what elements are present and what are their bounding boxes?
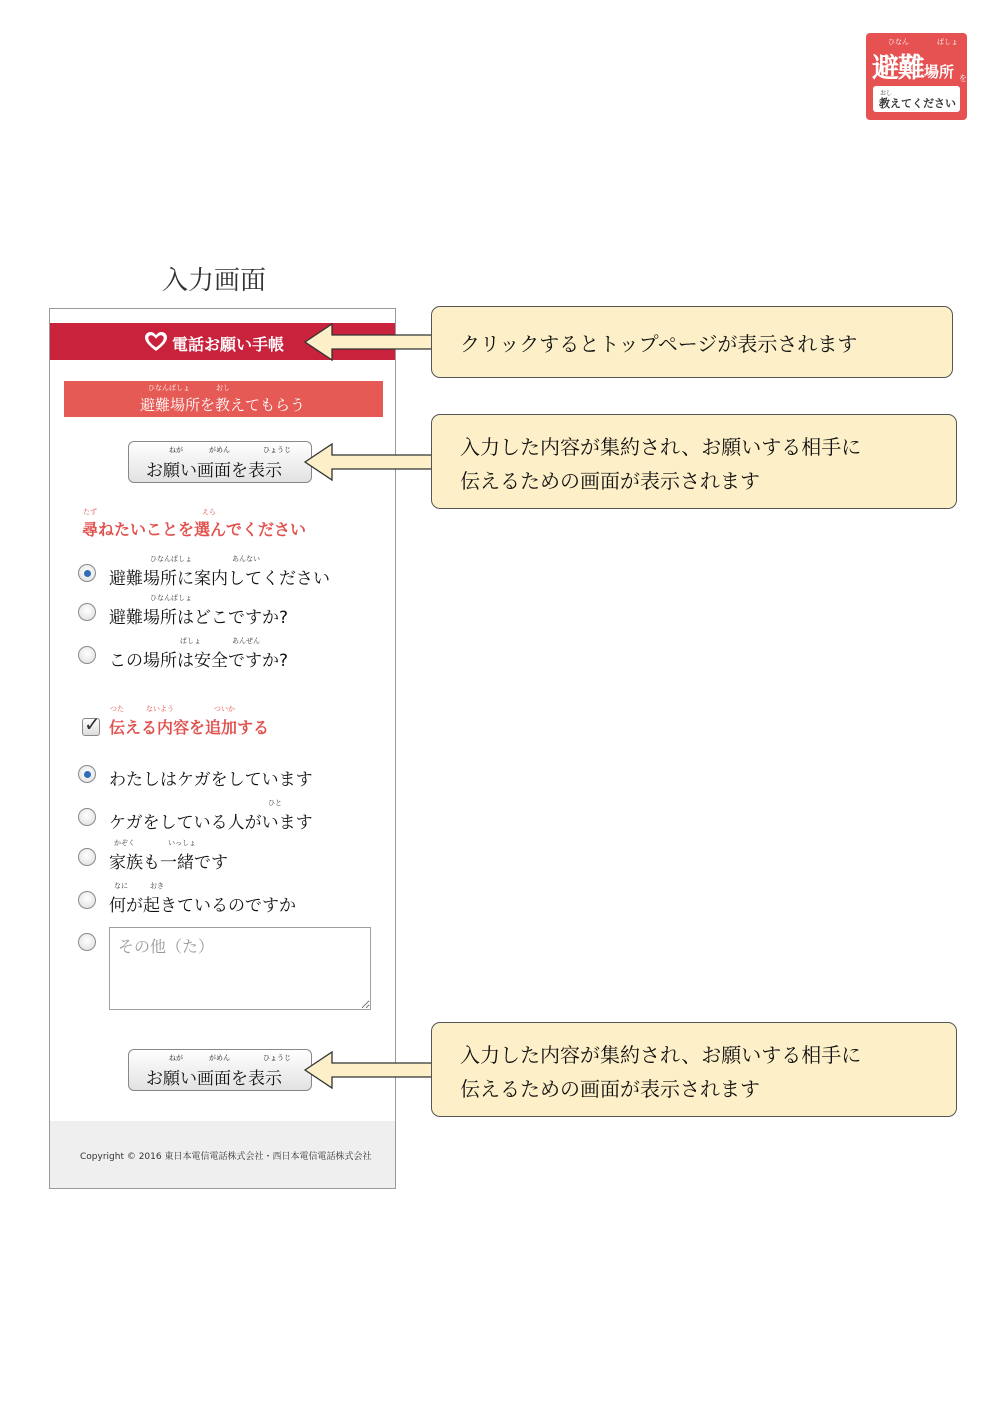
option-label: 避難場所はどこですか? <box>109 608 289 628</box>
show-request-button-label: お願い画面を表示 <box>146 1069 282 1089</box>
heading-ruby-era: えら <box>202 508 216 516</box>
heading-ruby-tazu: たず <box>83 508 97 516</box>
callout-text: 入力した内容が集約され、お願いする相手に <box>460 1043 862 1067</box>
option-ruby: おき <box>150 882 164 890</box>
option-ruby: かぞく <box>114 839 135 847</box>
callout-button-bottom <box>431 1022 957 1117</box>
btn-ruby-hyouji: ひょうじ <box>263 446 291 454</box>
arrow-button-top <box>305 444 432 480</box>
btn-ruby-nega: ねが <box>169 1054 183 1062</box>
option-ruby: あんない <box>232 555 260 563</box>
badge-particle: を <box>959 74 967 83</box>
checkmark-icon: ✓ <box>84 712 101 736</box>
option-label: 避難場所に案内してください <box>109 569 330 589</box>
option-ruby: いっしょ <box>168 839 196 847</box>
option-ruby: なに <box>114 882 128 890</box>
option-ruby: ひと <box>268 799 282 807</box>
option-label: この場所は安全ですか? <box>109 651 289 671</box>
callout-text: 入力した内容が集約され、お願いする相手に <box>460 435 862 459</box>
badge-sub-ruby: おし <box>880 90 893 97</box>
subtitle-ruby-oshi: おし <box>216 384 230 392</box>
option-ruby: ひなんばしょ <box>150 555 192 563</box>
app-header-title[interactable]: 電話お願い手帳 <box>172 335 285 354</box>
callout-text: クリックするとトップページが表示されます <box>460 332 858 356</box>
subtitle-text: 避難場所を教えてもらう <box>140 396 306 414</box>
badge-ruby-basho: ばしょ <box>937 38 958 46</box>
option-ruby: ひなんばしょ <box>150 594 192 602</box>
badge-sub-label: 教えてください <box>879 97 956 110</box>
arrow-button-bottom <box>305 1052 432 1088</box>
badge-title-main: 避難 <box>872 53 924 84</box>
add-content-heading: 伝える内容を追加する <box>109 718 270 737</box>
btn-ruby-gamen: がめん <box>209 1054 230 1062</box>
add-ruby-tsuta: つた <box>110 705 124 713</box>
show-request-button-label: お願い画面を表示 <box>146 461 282 481</box>
option-ruby: あんぜん <box>232 637 260 645</box>
add-ruby-tsuika: ついか <box>214 705 235 713</box>
option-label: 家族も一緒です <box>109 853 228 873</box>
subtitle-ruby-hinanbasho: ひなんばしょ <box>148 384 190 392</box>
section-title: 入力画面 <box>162 266 267 296</box>
badge-ruby-hinan: ひなん <box>888 38 909 46</box>
option-label: わたしはケガをしています <box>109 770 313 790</box>
btn-ruby-gamen: がめん <box>209 446 230 454</box>
arrow-header <box>305 324 432 360</box>
copyright-text: Copyright © 2016 東日本電信電話株式会社・西日本電信電話株式会社 <box>80 1152 372 1162</box>
btn-ruby-nega: ねが <box>169 446 183 454</box>
option-ruby: ばしょ <box>180 637 201 645</box>
callout-button-top <box>431 414 957 509</box>
question-heading: 尋ねたいことを選んでください <box>82 520 307 539</box>
option-label: ケガをしている人がいます <box>109 813 313 833</box>
option-label: 何が起きているのですか <box>109 896 296 916</box>
callout-text: 伝えるための画面が表示されます <box>460 469 760 493</box>
callout-text: 伝えるための画面が表示されます <box>460 1077 760 1101</box>
add-ruby-naiyou: ないよう <box>146 705 174 713</box>
btn-ruby-hyouji: ひょうじ <box>263 1054 291 1062</box>
badge-title-small: 場所 <box>924 63 955 81</box>
callout-header <box>431 306 953 378</box>
